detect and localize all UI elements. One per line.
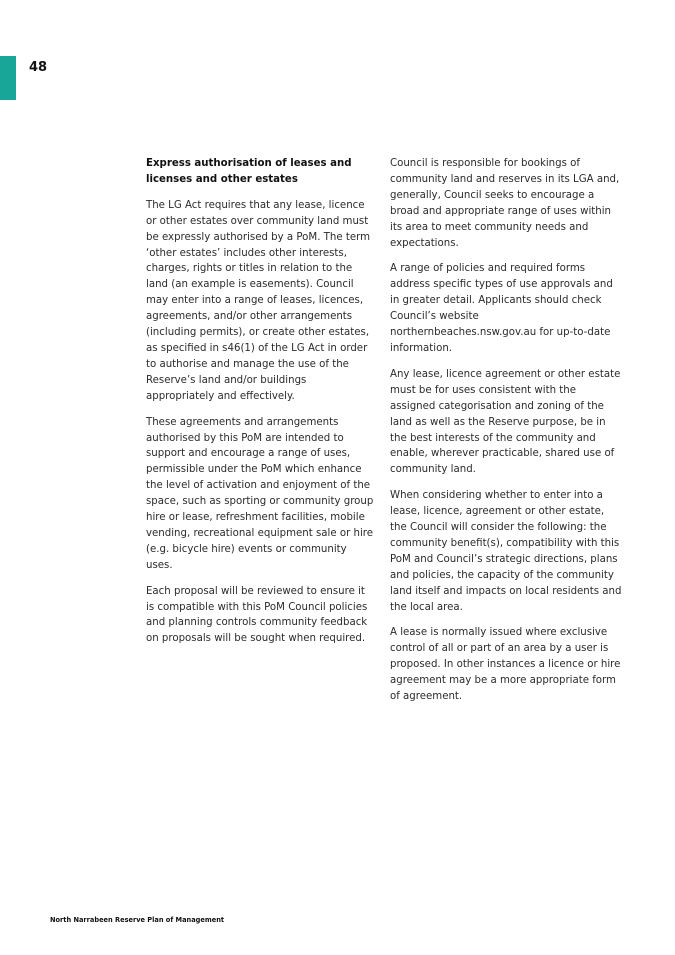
paragraph: A lease is normally issued where exclusive control of all or part of an area by a user is proposed. In other instances a licence or hire agreement may be a more appropriate form of agreement. (390, 627, 621, 703)
paragraph: These agreements and arrangements authorised by this PoM are intended to support and encourage a range of uses, permissible under the PoM which enhance the level of activation and enjoyment of the space, such as sporting or community group hire or lease, refreshment facilities, mobile vending, recreational equipment sale or hire (e.g. bicycle hire) events or community uses. (146, 416, 374, 571)
document-footer: North Narrabeen Reserve Plan of Management (50, 916, 225, 924)
right-column (390, 156, 622, 715)
section-heading: Express authorisation of leases and licenses and other estates (146, 158, 352, 185)
paragraph: Council is responsible for bookings of community land and reserves in its LGA and, generally, Council seeks to encourage a broad and appropriate range of uses within its area to meet community needs and expectations. (390, 158, 620, 249)
paragraph: When considering whether to enter into a lease, licence, agreement or other estate, the Council will consider the following: the community benefit(s), compatibility with this PoM and Council’s strategic directions, plans and policies, the capacity of the community land itself and impacts on local residents and the local area. (390, 490, 622, 613)
paragraph: Any lease, licence agreement or other estate must be for uses consistent with the assigned categorisation and zoning of the land as well as the Reserve purpose, be in the best interests of the community and enable, wherever practicable, shared use of community land. (390, 368, 621, 476)
paragraph: The LG Act requires that any lease, licence or other estates over community land must be expressly authorised by a PoM. The term ‘other estates’ includes other interests, charges, rights or titles in relation to the land (an example is easements). Council may enter into a range of leases, licences, agreements, and/or other arrangements (including permits), or create other estates, as specified in s46(1) of the LG Act in order to authorise and manage the use of the Reserve’s land and/or buildings appropriately and effectively. (146, 199, 371, 402)
left-column (146, 156, 374, 657)
section-tab-marker (0, 56, 16, 100)
page-number: 48 (29, 60, 48, 75)
paragraph: Each proposal will be reviewed to ensure it is compatible with this PoM Council policies and planning controls community feedback on proposals will be sought when required. (146, 585, 368, 645)
paragraph: A range of policies and required forms address specific types of use approvals and in greater detail. Applicants should check Council’s website northernbeaches.nsw.gov.au for up-to-date information. (390, 263, 613, 354)
